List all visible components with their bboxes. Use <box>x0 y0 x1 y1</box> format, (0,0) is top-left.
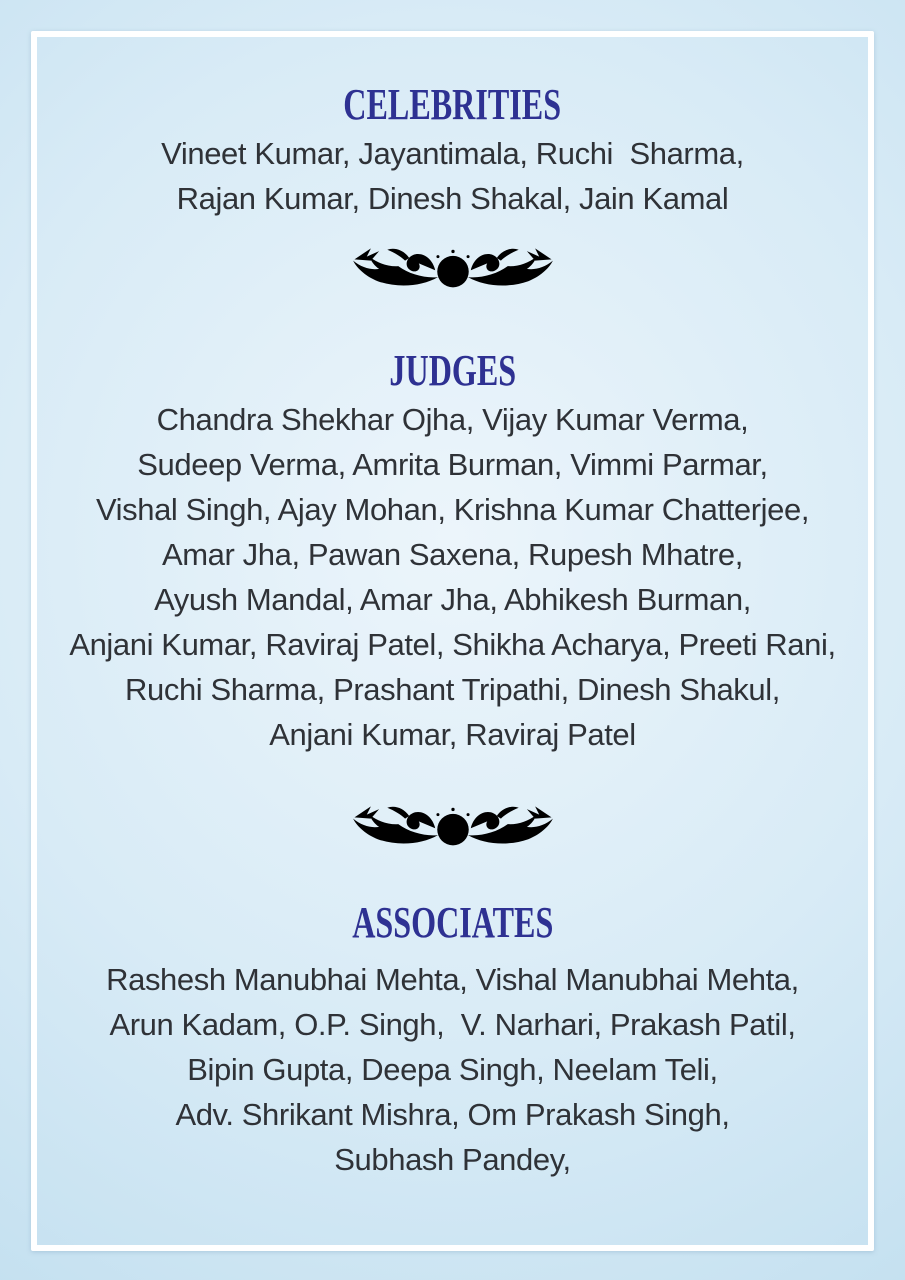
dharma-wheel-icon <box>350 247 556 299</box>
names-line: Chandra Shekhar Ojha, Vijay Kumar Verma, <box>156 402 749 437</box>
names-line: Ayush Mandal, Amar Jha, Abhikesh Burman, <box>154 582 751 617</box>
names-line: Rajan Kumar, Dinesh Shakal, Jain Kamal <box>176 181 729 216</box>
names-line: Vineet Kumar, Jayantimala, Ruchi Sharma, <box>161 136 744 171</box>
dharma-wheel-icon <box>350 805 556 857</box>
names-line: Adv. Shrikant Mishra, Om Prakash Singh, <box>175 1097 730 1132</box>
section-associates <box>37 898 868 1182</box>
celebrities-names <box>161 131 744 221</box>
section-judges <box>37 346 868 757</box>
floral-divider-ornament <box>350 805 556 857</box>
names-line: Subhash Pandey, <box>334 1142 571 1177</box>
celebrities-title: CELEBRITIES <box>343 80 562 129</box>
decorative-frame <box>31 31 874 1251</box>
floral-divider-ornament <box>350 247 556 299</box>
names-line: Anjani Kumar, Raviraj Patel, Shikha Acharya, Preeti Rani, <box>69 627 836 662</box>
names-line: Vishal Singh, Ajay Mohan, Krishna Kumar Chatterjee, <box>95 492 810 527</box>
names-line: Amar Jha, Pawan Saxena, Rupesh Mhatre, <box>161 537 743 572</box>
associates-names <box>106 957 799 1182</box>
associates-title: ASSOCIATES <box>351 898 554 947</box>
names-line: Sudeep Verma, Amrita Burman, Vimmi Parmar, <box>137 447 768 482</box>
names-line: Anjani Kumar, Raviraj Patel <box>269 717 636 752</box>
names-line: Bipin Gupta, Deepa Singh, Neelam Teli, <box>187 1052 718 1087</box>
names-line: Arun Kadam, O.P. Singh, V. Narhari, Prakash Patil, <box>109 1007 796 1042</box>
names-line: Ruchi Sharma, Prashant Tripathi, Dinesh Shakul, <box>125 672 780 707</box>
judges-names <box>69 397 835 757</box>
section-celebrities <box>37 80 868 221</box>
names-line: Rashesh Manubhai Mehta, Vishal Manubhai Mehta, <box>106 962 799 997</box>
judges-title: JUDGES <box>389 346 516 395</box>
